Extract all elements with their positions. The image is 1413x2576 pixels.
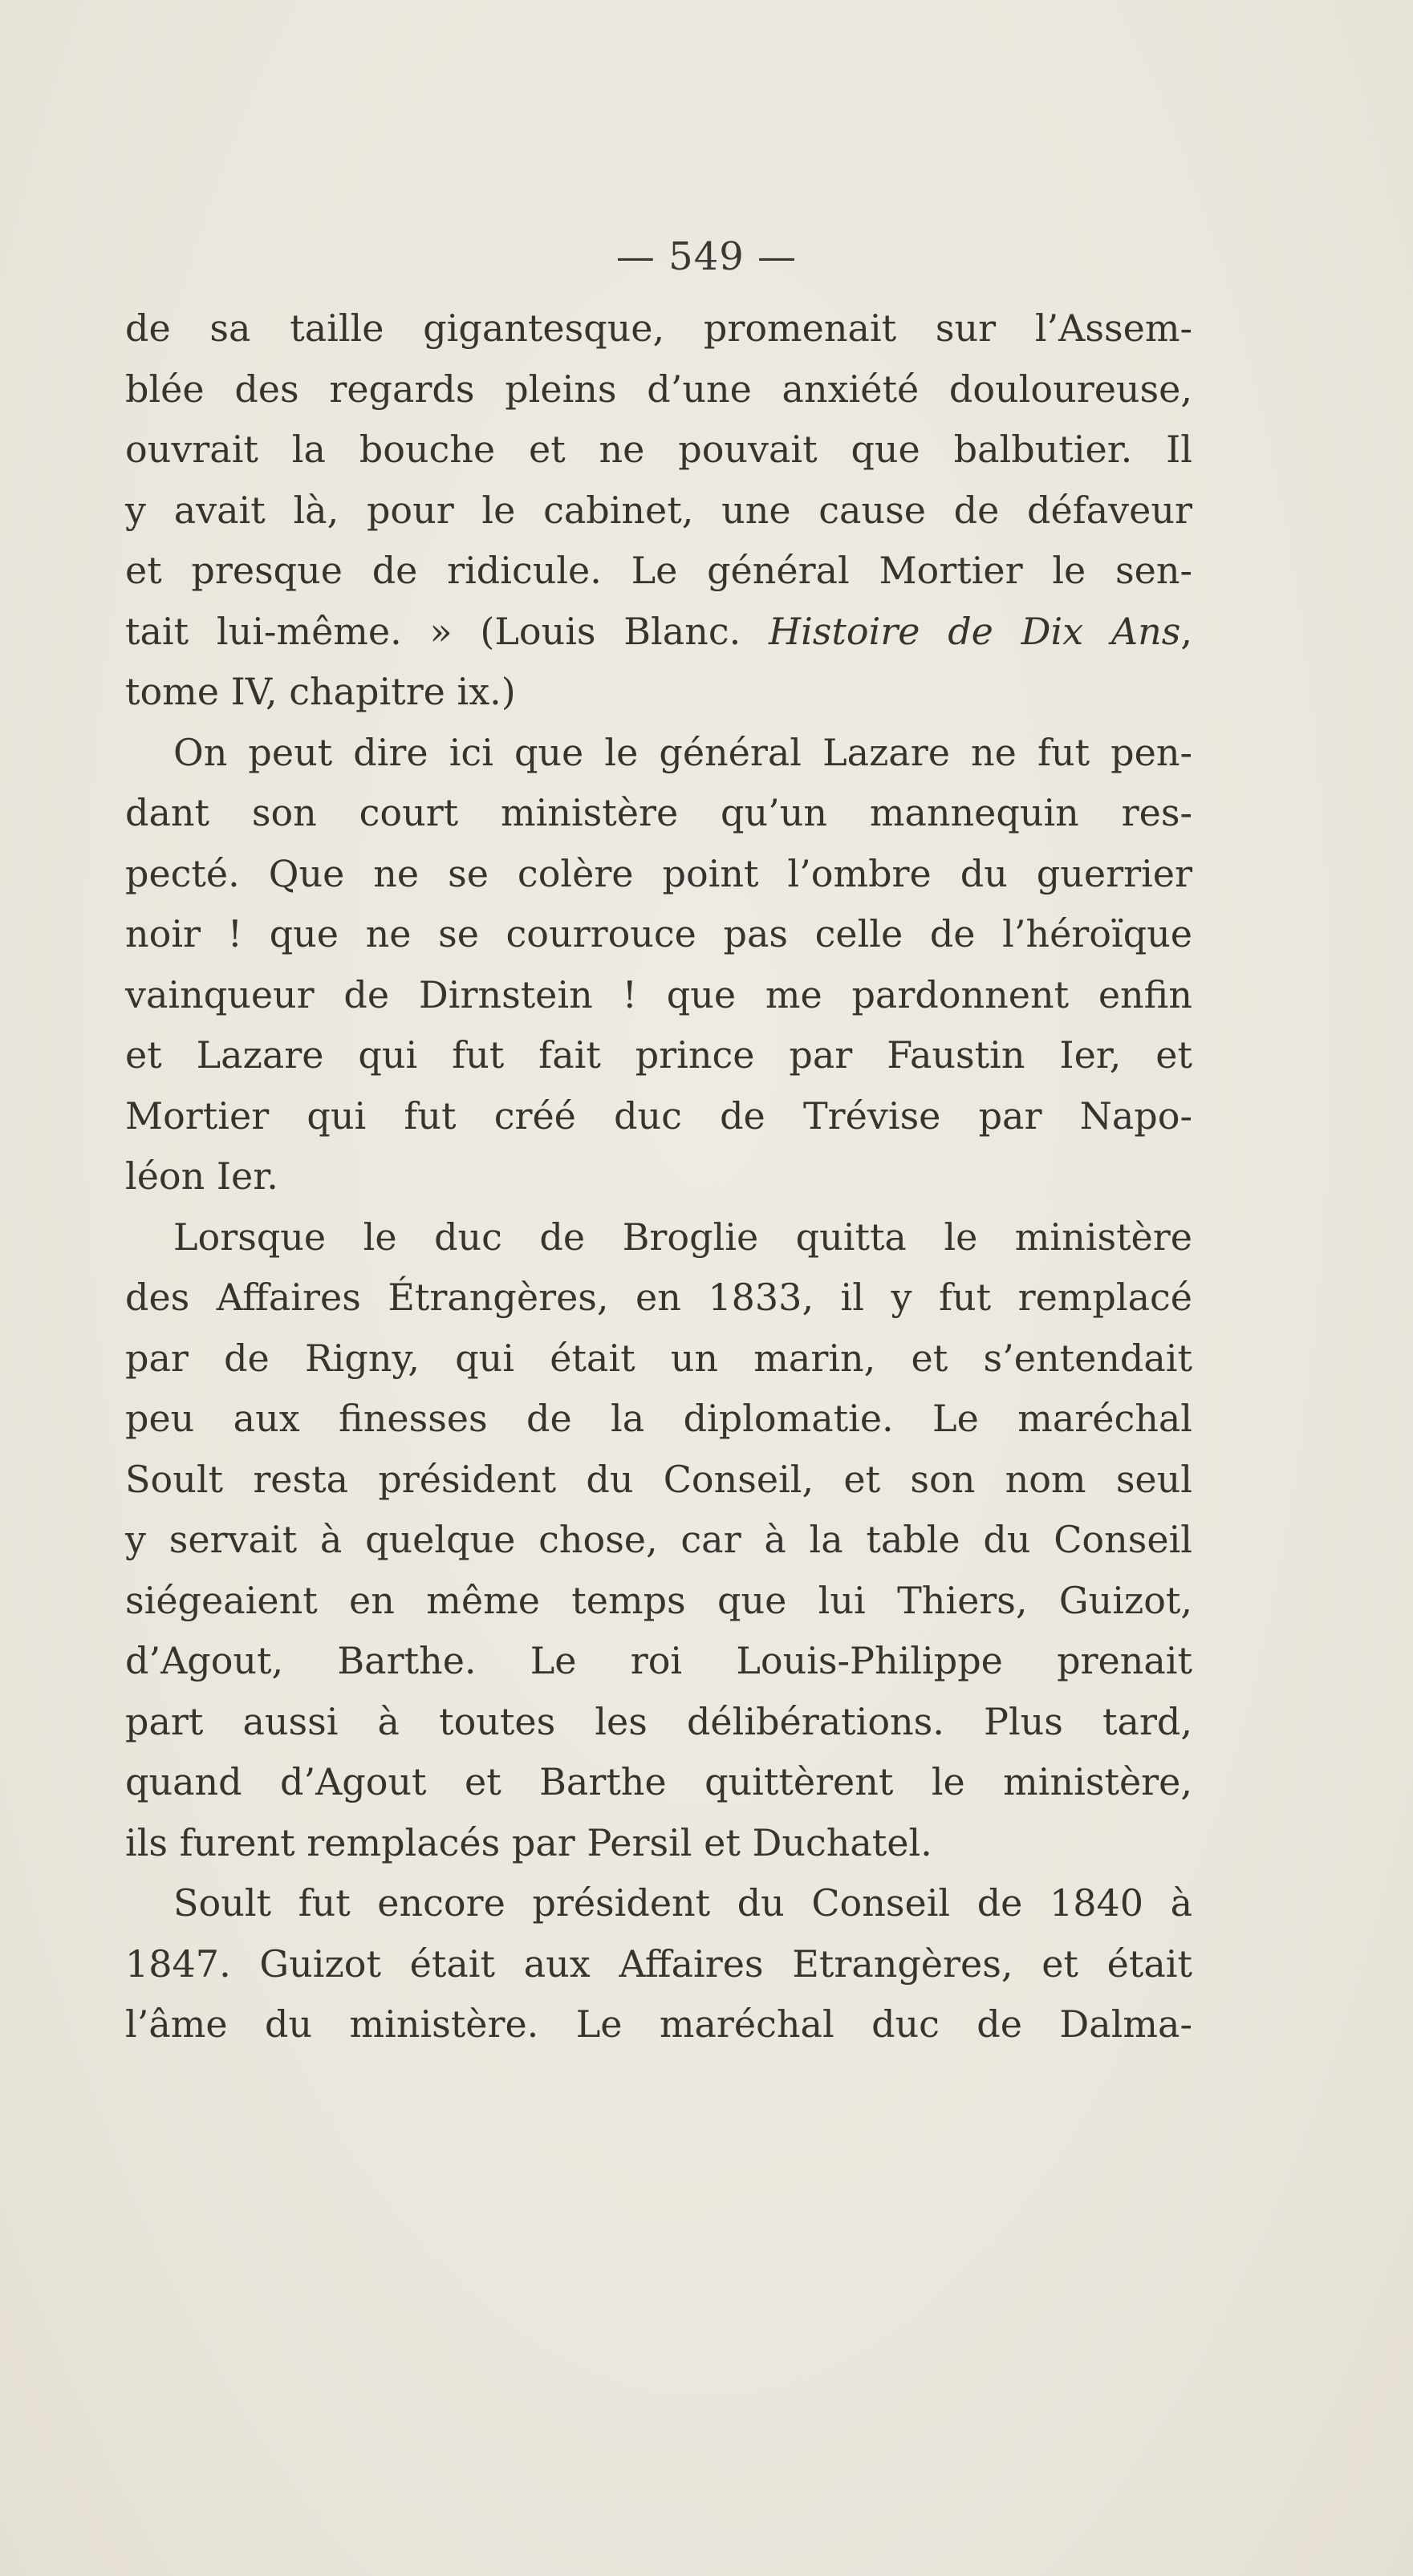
text-line: vainqueur de Dirnstein ! que me pardonnent enfin [125,972,1192,1016]
text-line: blée des regards pleins d’une anxiété douloureuse, [125,367,1192,411]
book-title: Histoire de Dix Ans [768,609,1181,653]
text-line: y servait à quelque chose, car à la table du Conseil [125,1518,1192,1561]
text-line: ils furent remplacés par Persil et Duchatel. [125,1820,932,1864]
text-line: 1847. Guizot était aux Affaires Etrangères, et était [125,1941,1192,1986]
text-line: et Lazare qui fut fait prince par Faustin Ier, et [125,1033,1192,1077]
text-line: l’âme du ministère. Le maréchal duc de Dalma- [125,2002,1192,2046]
citation-prefix: tait lui-même. » (Louis Blanc. [125,609,769,653]
paragraph-start: Lorsque le duc de Broglie quitta le ministère [173,1215,1192,1259]
body-text [125,298,1192,2055]
text-line: y avait là, pour le cabinet, une cause de défaveur [125,488,1192,532]
text-line: part aussi à toutes les délibérations. Plus tard, [125,1699,1192,1743]
text-line: d’Agout, Barthe. Le roi Louis-Philippe prenait [125,1639,1192,1682]
text-line: de sa taille gigantesque, promenait sur l’Assem- [125,306,1192,350]
text-line: Soult resta président du Conseil, et son nom seul [125,1457,1192,1501]
text-line: quand d’Agout et Barthe quittèrent le ministère, [125,1760,1192,1803]
text-line: par de Rigny, qui était un marin, et s’entendait [125,1336,1192,1380]
text-line: siégeaient en même temps que lui Thiers, Guizot, [125,1578,1192,1622]
page-number: — 549 — [615,234,798,279]
paragraph-start: Soult fut encore président du Conseil de 1840 à [173,1881,1192,1925]
paragraph-start: On peut dire ici que le général Lazare ne fut pen- [173,730,1192,774]
text-line: Mortier qui fut créé duc de Trévise par Napo- [125,1093,1192,1138]
text-line: ouvrait la bouche et ne pouvait que balbutier. Il [125,428,1192,471]
text-line: peu aux finesses de la diplomatie. Le maréchal [125,1397,1192,1440]
text-line: tome IV, chapitre ix.) [125,670,516,713]
text-line: noir ! que ne se courrouce pas celle de l’héroïque [125,912,1192,955]
citation-suffix: , [1180,609,1193,653]
text-line: et presque de ridicule. Le général Mortier le sen- [125,549,1192,592]
text-line: léon Ier. [125,1154,278,1198]
text-line: pecté. Que ne se colère point l’ombre du guerrier [125,851,1192,895]
text-line: des Affaires Étrangères, en 1833, il y fut remplacé [125,1276,1192,1319]
text-line: dant son court ministère qu’un mannequin res- [125,791,1192,834]
text-line-citation [125,602,1192,663]
